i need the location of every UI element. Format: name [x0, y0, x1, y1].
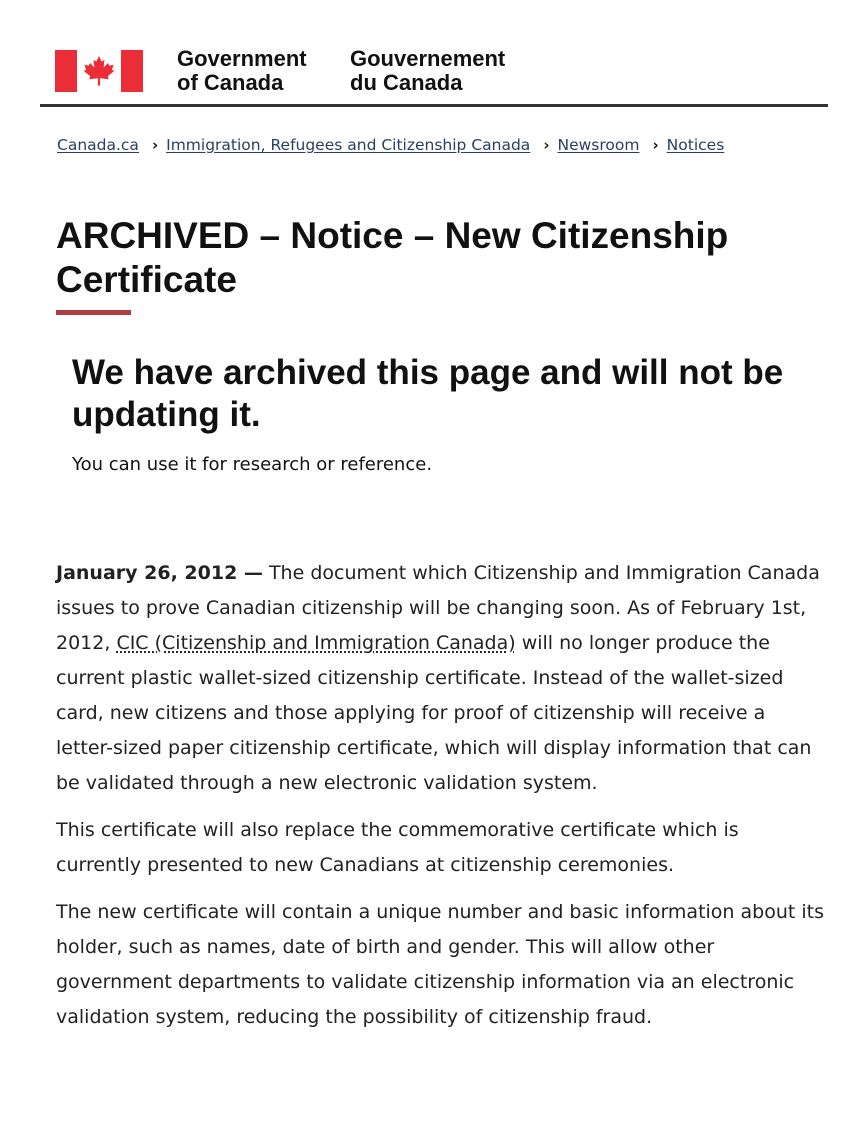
- government-header: [0, 0, 866, 110]
- archived-text: You can use it for research or reference.: [72, 454, 433, 475]
- signature-fr-line1: Gouvernement: [350, 46, 506, 71]
- signature-en-line1: Government: [177, 46, 307, 71]
- chevron-right-icon: ›: [543, 136, 550, 154]
- breadcrumb-ircc-link[interactable]: Immigration, Refugees and Citizenship Canada: [166, 136, 531, 154]
- cic-abbreviation[interactable]: CIC (Citizenship and Immigration Canada): [116, 632, 516, 654]
- page-title: ARCHIVED – Notice – New Citizenship Certificate: [56, 215, 729, 300]
- signature-en-line2: of Canada: [177, 70, 284, 95]
- article-body: [56, 556, 826, 1047]
- paragraph-2: This certificate will also replace the commemorative certificate which is currently presented to new Canadians at citizenship ceremonies.: [56, 819, 739, 876]
- article-date: January 26, 2012 —: [56, 562, 263, 584]
- chevron-right-icon: ›: [151, 136, 159, 154]
- paragraph-1: [56, 556, 826, 801]
- archived-heading: We have archived this page and will not be updating it.: [72, 353, 784, 434]
- title-underline: [56, 310, 131, 315]
- signature-english: [177, 47, 307, 95]
- header-divider: [40, 104, 828, 107]
- breadcrumb-canada-ca-link[interactable]: Canada.ca: [57, 136, 139, 154]
- paragraph-3: The new certificate will contain a unique number and basic information about its holder, such as names, date of birth and gender. This will allow other government departments to validate citizenship information via an electronic validation system, reducing the possibility of citizenship fraud.: [56, 901, 824, 1028]
- chevron-right-icon: ›: [652, 136, 659, 154]
- breadcrumb: [57, 135, 724, 155]
- signature-french: [350, 47, 505, 95]
- paragraph-1-text-b: will no longer produce the current plastic wallet-sized citizenship certificate. Instead of the wallet-sized card, new citizens and those applying for proof of citizenship will receive a letter-sized paper citizenship certificate, which will display information that can be validated through a new electronic validation system.: [56, 632, 812, 794]
- canada-flag-icon[interactable]: [55, 50, 143, 92]
- signature-fr-line2: du Canada: [350, 70, 463, 95]
- breadcrumb-notices-link[interactable]: Notices: [666, 136, 725, 154]
- breadcrumb-newsroom-link[interactable]: Newsroom: [557, 136, 640, 154]
- paragraph-1-text-a: The document which Citizenship and Immigration Canada issues to prove Canadian citizenship will be changing soon. As of February 1st, 2012,: [56, 562, 820, 654]
